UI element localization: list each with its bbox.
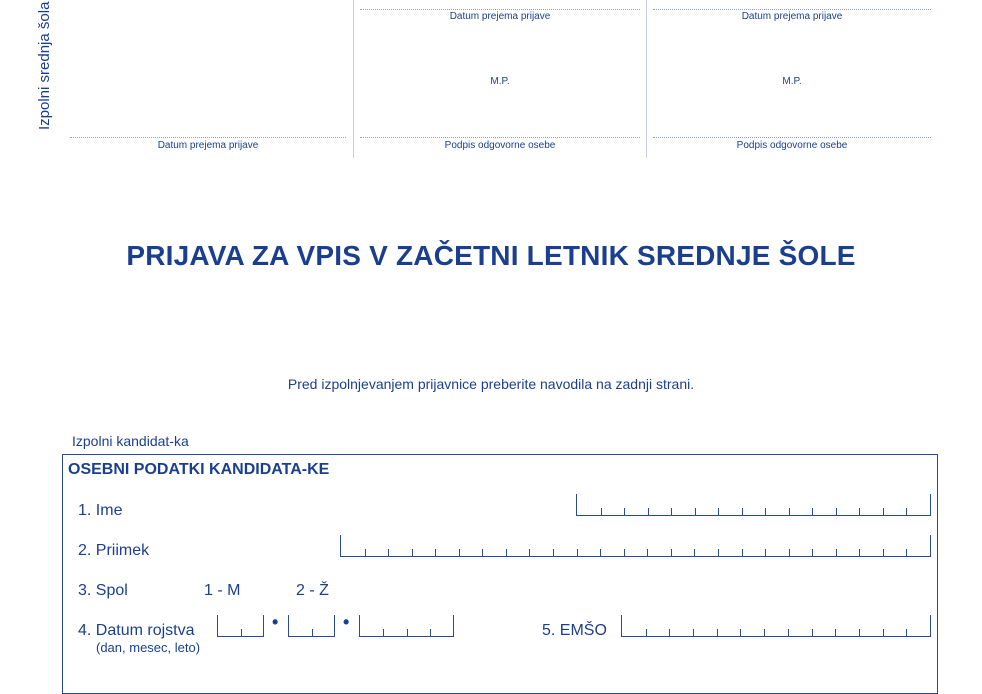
cell-divider (836, 549, 837, 556)
receipt-date-line (70, 137, 346, 138)
cell-divider (647, 549, 648, 556)
cell-divider (718, 508, 719, 515)
birth-month-field[interactable] (288, 615, 335, 637)
cell-divider (669, 629, 670, 636)
cell-divider (906, 508, 907, 515)
stamp-label: M.P. (490, 76, 510, 87)
cell-divider (740, 629, 741, 636)
column-divider (353, 0, 354, 158)
cell-divider (742, 549, 743, 556)
first-name-label: 1. Ime (78, 502, 123, 519)
cell-divider (788, 629, 789, 636)
cell-divider (764, 629, 765, 636)
cell-divider (859, 508, 860, 515)
cell-divider (883, 549, 884, 556)
signature-label: Podpis odgovorne osebe (444, 140, 556, 151)
last-name-field[interactable] (340, 535, 931, 557)
cell-divider (765, 508, 766, 515)
instructions-text: Pred izpolnjevanjem prijavnice preberite navodila na zadnji strani. (287, 376, 695, 392)
cell-divider (506, 549, 507, 556)
cell-divider (482, 549, 483, 556)
cell-divider (365, 549, 366, 556)
date-separator-dot: • (272, 612, 279, 632)
cell-divider (812, 549, 813, 556)
cell-divider (836, 508, 837, 515)
cell-divider (694, 549, 695, 556)
cell-divider (742, 508, 743, 515)
cell-divider (671, 508, 672, 515)
cell-divider (624, 508, 625, 515)
personal-data-section (62, 454, 938, 694)
cell-divider (789, 508, 790, 515)
birth-year-field[interactable] (359, 615, 454, 637)
receipt-date-line (653, 9, 931, 10)
date-separator-dot: • (343, 612, 350, 632)
cell-divider (412, 549, 413, 556)
cell-divider (718, 549, 719, 556)
gender-option-female[interactable]: 2 - Ž (296, 582, 329, 599)
signature-label: Podpis odgovorne osebe (736, 140, 848, 151)
fill-by-candidate-label: Izpolni kandidat-ka (72, 433, 189, 449)
cell-divider (671, 549, 672, 556)
cell-divider (859, 629, 860, 636)
cell-divider (717, 629, 718, 636)
form-title: PRIJAVA ZA VPIS V ZAČETNI LETNIK SREDNJE ŠOLE (126, 240, 856, 271)
cell-divider (835, 629, 836, 636)
receipt-date-label: Datum prejema prijave (449, 11, 551, 22)
cell-divider (241, 629, 242, 636)
cell-divider (312, 629, 313, 636)
cell-divider (789, 549, 790, 556)
cell-divider (383, 629, 384, 636)
section-title: OSEBNI PODATKI KANDIDATA-KE (68, 461, 330, 478)
cell-divider (435, 549, 436, 556)
cell-divider (695, 508, 696, 515)
cell-divider (812, 629, 813, 636)
gender-option-male[interactable]: 1 - M (204, 582, 241, 599)
cell-divider (906, 629, 907, 636)
stamp-label: M.P. (782, 76, 802, 87)
cell-divider (646, 629, 647, 636)
cell-divider (601, 508, 602, 515)
cell-divider (430, 629, 431, 636)
cell-divider (577, 549, 578, 556)
column-divider (646, 0, 647, 158)
cell-divider (765, 549, 766, 556)
signature-line (360, 137, 640, 138)
cell-divider (529, 549, 530, 556)
signature-line (653, 137, 931, 138)
cell-divider (883, 508, 884, 515)
emso-label: 5. EMŠO (542, 622, 607, 639)
cell-divider (693, 629, 694, 636)
cell-divider (600, 549, 601, 556)
birth-date-hint: (dan, mesec, leto) (96, 640, 201, 655)
cell-divider (859, 549, 860, 556)
emso-field[interactable] (621, 615, 931, 637)
receipt-date-label: Datum prejema prijave (157, 140, 259, 151)
first-name-field[interactable] (576, 494, 931, 516)
cell-divider (906, 549, 907, 556)
receipt-date-label: Datum prejema prijave (741, 11, 843, 22)
cell-divider (407, 629, 408, 636)
cell-divider (388, 549, 389, 556)
cell-divider (624, 549, 625, 556)
cell-divider (812, 508, 813, 515)
vertical-school-label: Izpolni srednja šola (36, 1, 53, 130)
cell-divider (648, 508, 649, 515)
cell-divider (459, 549, 460, 556)
receipt-date-line (360, 9, 640, 10)
birth-date-label: 4. Datum rojstva (78, 622, 195, 639)
cell-divider (553, 549, 554, 556)
gender-label: 3. Spol (78, 582, 128, 599)
last-name-label: 2. Priimek (78, 542, 150, 559)
birth-day-field[interactable] (217, 615, 264, 637)
cell-divider (883, 629, 884, 636)
